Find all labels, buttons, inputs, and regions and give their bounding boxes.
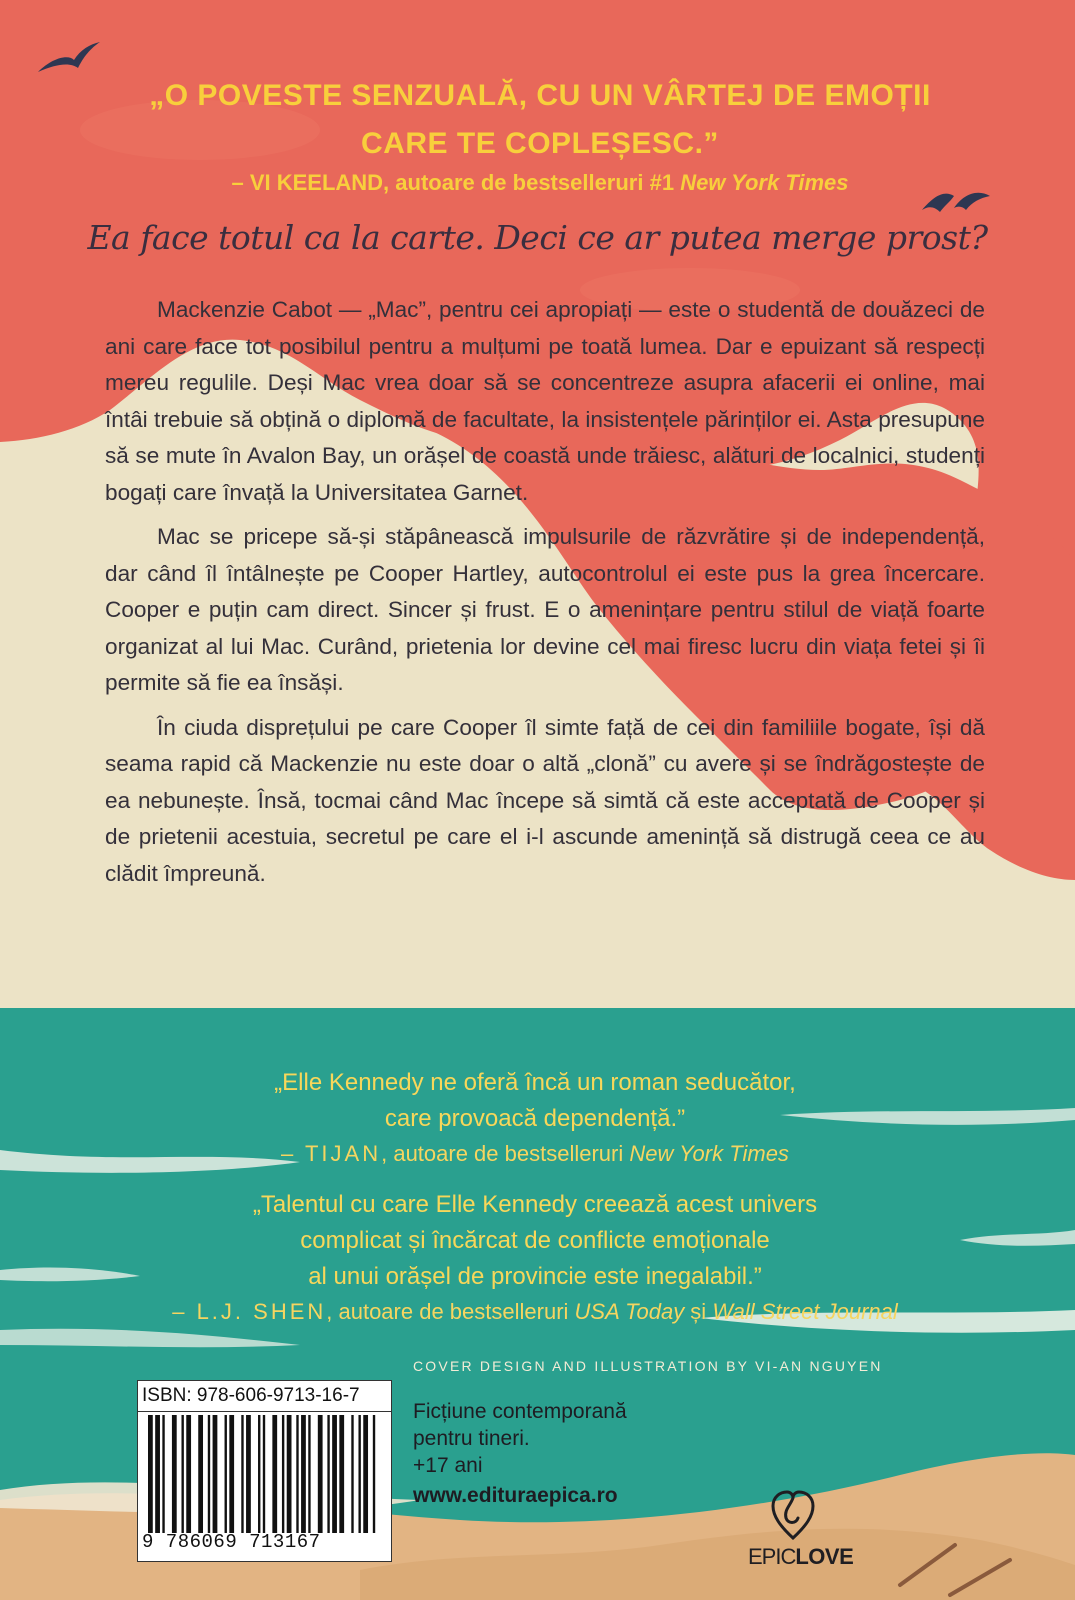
barcode-bar	[155, 1415, 160, 1533]
barcode-bar	[208, 1415, 210, 1533]
barcode-bar	[148, 1415, 153, 1533]
top-quote-line-1: „O POVESTE SENZUALĂ, CU UN VÂRTEJ DE EMOȚII	[149, 79, 931, 112]
isbn-digits: 9 786069 713167	[142, 1531, 321, 1553]
barcode-bar	[229, 1415, 234, 1533]
barcode-bar	[258, 1415, 260, 1533]
barcode-bar	[246, 1415, 251, 1533]
barcode-bar	[181, 1415, 183, 1533]
barcode-bar	[225, 1415, 227, 1533]
barcode-bar	[327, 1415, 329, 1533]
tagline: Ea face totul ca la carte. Deci ce ar putea merge prost?	[87, 218, 988, 257]
synopsis-paragraph: În ciuda disprețului pe care Cooper îl simte față de cei din familiile bogate, își dă seama rapid că Mackenzie nu este doar o altă „clonă” cu avere și se îndrăgostește de ea nebunește. Însă, tocmai când Mac începe să simtă că este acceptată de Cooper și de prietenii acestuia, secretul pe care el i-l ascunde amenință să distrugă ceea ce au clădit împreună.	[105, 714, 985, 886]
synopsis-paragraph: Mackenzie Cabot — „Mac”, pentru cei apropiați — este o studentă de douăzeci de ani care face tot posibilul pentru a mulțumi pe toată lumea. Dar e epuizant să respecți mereu regulile. Deși Mac vrea doar să se concentreze asupra afacerii ei online, mai întâi trebuie să obțină o diplomă de facultate, la insistențele părinților ei. Asta presupune să se mute în Avalon Bay, un orășel de coastă unde trăiesc, alături de localnici, studenți bogați care învață la Universitatea Garnet.	[105, 297, 985, 505]
barcode-bar	[308, 1415, 310, 1533]
publisher-logo	[748, 1488, 858, 1588]
synopsis-paragraph: Mac se pricepe să-și stăpânească impulsurile de răzvrătire și de independență, dar când îl întâlnește pe Cooper Hartley, autocontrolul ei este pus la grea încercare. Cooper e puțin cam direct. Sincer și frust. E o amenințare pentru stilul de viață foarte organizat al lui Mac. Curând, prietenia lor devine cel mai firesc lucru din viața fetei și îi permite să fie ea însăși.	[105, 524, 985, 695]
heart-logo-icon	[770, 1488, 816, 1544]
synopsis	[105, 292, 985, 900]
genre-line-2: pentru tineri.	[413, 1427, 530, 1450]
cover-credit: COVER DESIGN AND ILLUSTRATION BY VI-AN NGUYEN	[413, 1358, 883, 1374]
barcode-bar	[263, 1415, 265, 1533]
barcode-bar	[296, 1415, 298, 1533]
barcode-bar	[332, 1415, 337, 1533]
top-review-quote	[90, 72, 990, 196]
barcode-bar	[198, 1415, 203, 1533]
top-quote-attribution: – VI KEELAND, autoare de bestselleruri #1 New York Times	[231, 170, 849, 195]
top-quote-line-2: CARE TE COPLEȘESC.”	[361, 127, 719, 160]
barcode-bar	[282, 1415, 284, 1533]
barcode-bar	[358, 1415, 360, 1533]
publisher-url[interactable]: www.edituraepica.ro	[413, 1484, 618, 1507]
review-quote-shen: „Talentul cu care Elle Kennedy creează acest univers complicat și încărcat de conflicte emoționale al unui orășel de provincie este inegalabil.” – L.J. SHEN, autoare de bestselleruri USA Today și Wall Street Journal	[172, 1191, 898, 1324]
barcode-bar	[162, 1415, 164, 1533]
age-rating: +17 ani	[413, 1454, 483, 1477]
barcode-bar	[172, 1415, 177, 1533]
genre-info	[413, 1398, 627, 1509]
barcode-bar	[301, 1415, 306, 1533]
barcode-bar	[373, 1415, 375, 1533]
barcode-icon	[146, 1415, 382, 1533]
barcode-bar	[318, 1415, 323, 1533]
barcode-bar	[351, 1415, 353, 1533]
genre-line-1: Ficțiune contemporană	[413, 1400, 627, 1423]
barcode-bar	[287, 1415, 292, 1533]
review-quote-tijan: „Elle Kennedy ne oferă încă un roman seducător, care provoacă dependență.” – TIJAN, autoare de bestselleruri New York Times	[274, 1069, 796, 1166]
isbn-barcode	[137, 1380, 392, 1562]
barcode-bar	[241, 1415, 243, 1533]
isbn-label: ISBN: 978-606-9713-16-7	[142, 1385, 360, 1406]
publisher-name: EPICLOVE	[748, 1544, 854, 1569]
barcode-bar	[339, 1415, 344, 1533]
review-quotes	[100, 1065, 970, 1329]
barcode-bar	[186, 1415, 191, 1533]
barcode-bar	[213, 1415, 218, 1533]
barcode-bar	[363, 1415, 368, 1533]
barcode-bar	[272, 1415, 277, 1533]
